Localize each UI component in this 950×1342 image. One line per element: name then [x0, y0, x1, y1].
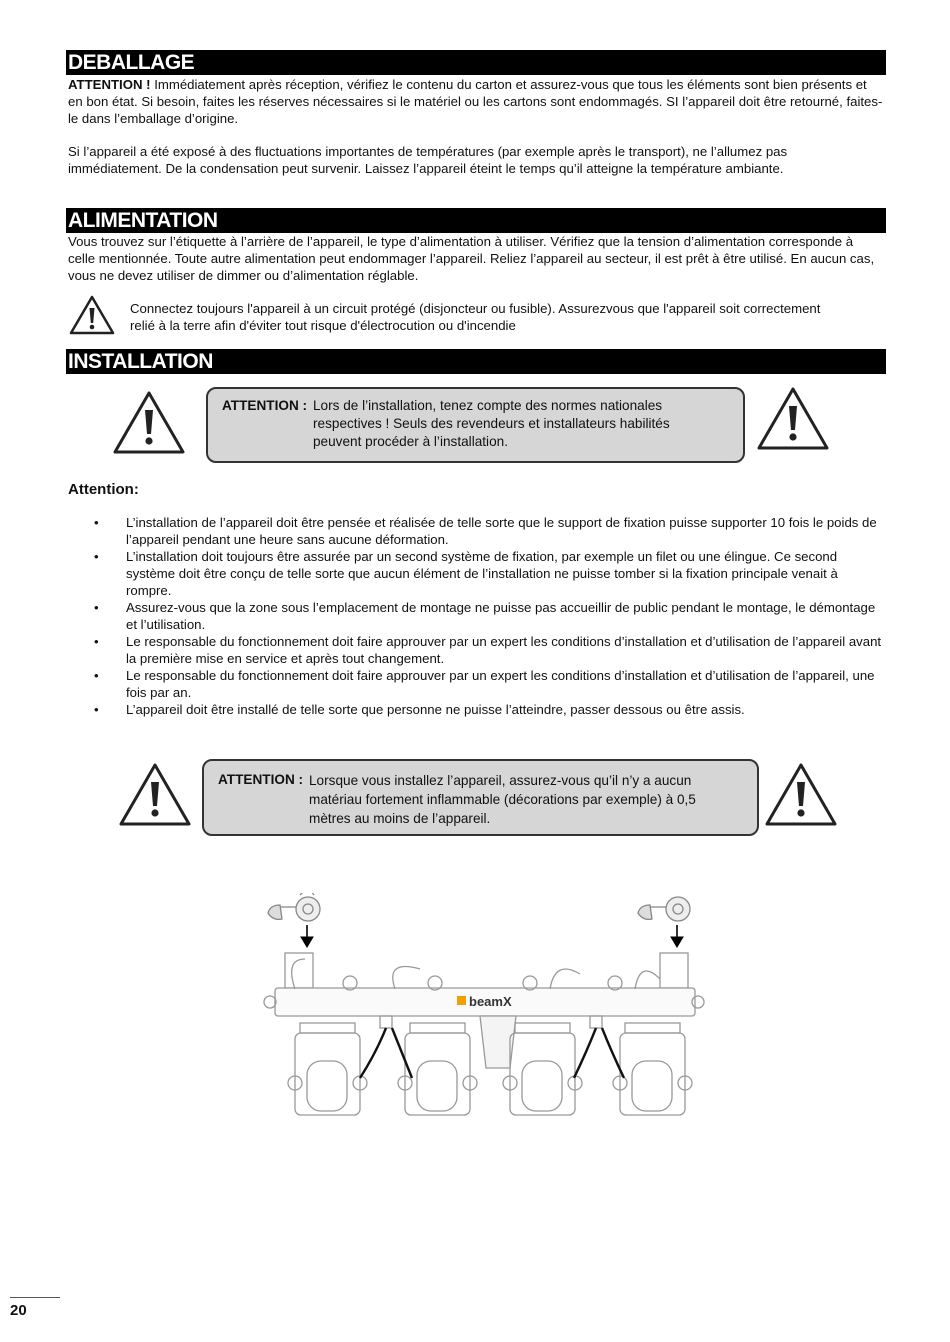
- attention-box-label: ATTENTION :: [218, 772, 304, 787]
- installation-bullet-list: [94, 514, 884, 718]
- brand-logo: beamX: [469, 994, 512, 1009]
- alimentation-warning-text: Connectez toujours l'appareil à un circuit protégé (disjoncteur ou fusible). Assurezvous que l'appareil soit correctement relié à la terre afin d'éviter tout risque d'électrocution ou d'incendie: [130, 301, 821, 333]
- warning-triangle-icon: [118, 762, 192, 828]
- alimentation-paragraph: Vous trouvez sur l’étiquette à l’arrière de l’appareil, le type d’alimentation à utiliser. Vérifiez que la tension d’alimentation corresponde à celle mentionnée. Toute autre alimentation peut endommager l’appareil. Reliez l’appareil au secteur, il est prêt à être utilisé. En aucun cas, vous ne devez utiliser de dimmer ou d’alimentation réglable.: [68, 234, 875, 283]
- list-item: • L’appareil doit être installé de telle sorte que personne ne puisse l’atteindre, passer dessous ou être assis.: [94, 702, 745, 717]
- list-item: • L’installation de l’appareil doit être pensée et réalisée de telle sorte que le support de fixation puisse supporter 10 fois le poids de l’appareil pendant une heure sans aucune déformation.: [94, 515, 877, 547]
- page-number-rule: [10, 1297, 60, 1298]
- list-item: • L’installation doit toujours être assurée par un second système de fixation, par exemple un filet ou une élingue. Ce second système doit être conçu de telle sorte que aucun élément de l’installation ne puisse tomber si la fixation principale venait à rompre.: [94, 549, 838, 598]
- section-title-alimentation: ALIMENTATION: [66, 208, 886, 233]
- attention-box-inflammable: [202, 759, 759, 836]
- list-item: • Assurez-vous que la zone sous l’emplacement de montage ne puisse pas accueillir de public pendant le montage, le démontage et l’utilisation.: [94, 600, 876, 632]
- attention-box-label: ATTENTION :: [222, 398, 308, 413]
- light-head: [398, 1023, 477, 1115]
- section-title-installation: INSTALLATION: [66, 349, 886, 374]
- clamp-icon: [268, 893, 320, 921]
- warning-triangle-icon: [112, 390, 186, 456]
- light-head: [613, 1023, 692, 1115]
- deballage-paragraph-1: [68, 76, 883, 127]
- light-head: [503, 1023, 582, 1115]
- attention-box-text: Lors de l’installation, tenez compte des normes nationales respectives ! Seuls des revendeurs et installateurs habilités peuvent procéder à l’installation.: [313, 398, 670, 449]
- attention-box-installation: [206, 387, 745, 463]
- attention-label: ATTENTION !: [68, 77, 151, 92]
- deballage-paragraph-2: Si l’appareil a été exposé à des fluctuations importantes de températures (par exemple après le transport), ne l’allumez pas immédiatement. De la condensation peut survenir. Laissez l’appareil éteint le temps qu’il atteigne la température ambiante.: [68, 144, 788, 176]
- warning-triangle-icon: [756, 386, 830, 452]
- list-item: • Le responsable du fonctionnement doit faire approuver par un expert les conditions d’installation et d’utilisation de l’appareil avant la première mise en service et après tout changement.: [94, 634, 882, 666]
- light-head: [288, 1023, 367, 1115]
- brand-logo-icon: [457, 996, 466, 1005]
- section-title-deballage: DEBALLAGE: [66, 50, 886, 75]
- page-number: 20: [10, 1302, 27, 1319]
- arrow-down-icon: [301, 925, 683, 947]
- light-bar-illustration: [240, 893, 720, 1118]
- attention-box-text: Lorsque vous installez l’appareil, assurez-vous qu’il n’y a aucun matériau fortement inflammable (décorations par exemple) à 0,5 mètres au moins de l’appareil.: [309, 773, 696, 826]
- attention-heading: Attention:: [68, 481, 139, 498]
- warning-triangle-icon: [764, 762, 838, 828]
- warning-triangle-icon: [68, 294, 116, 336]
- deballage-text-1: Immédiatement après réception, vérifiez le contenu du carton et assurez-vous que tous les éléments sont bien présents et en bon état. Si besoin, faites les réserves nécessaires si le matériel ou les cartons sont endommagés. SI l’appareil doit être retourné, faites-le dans l’emballage d’origine.: [68, 77, 883, 126]
- list-item: • Le responsable du fonctionnement doit faire approuver par un expert les conditions d’installation et d’utilisation de l’appareil, une fois par an.: [94, 668, 875, 700]
